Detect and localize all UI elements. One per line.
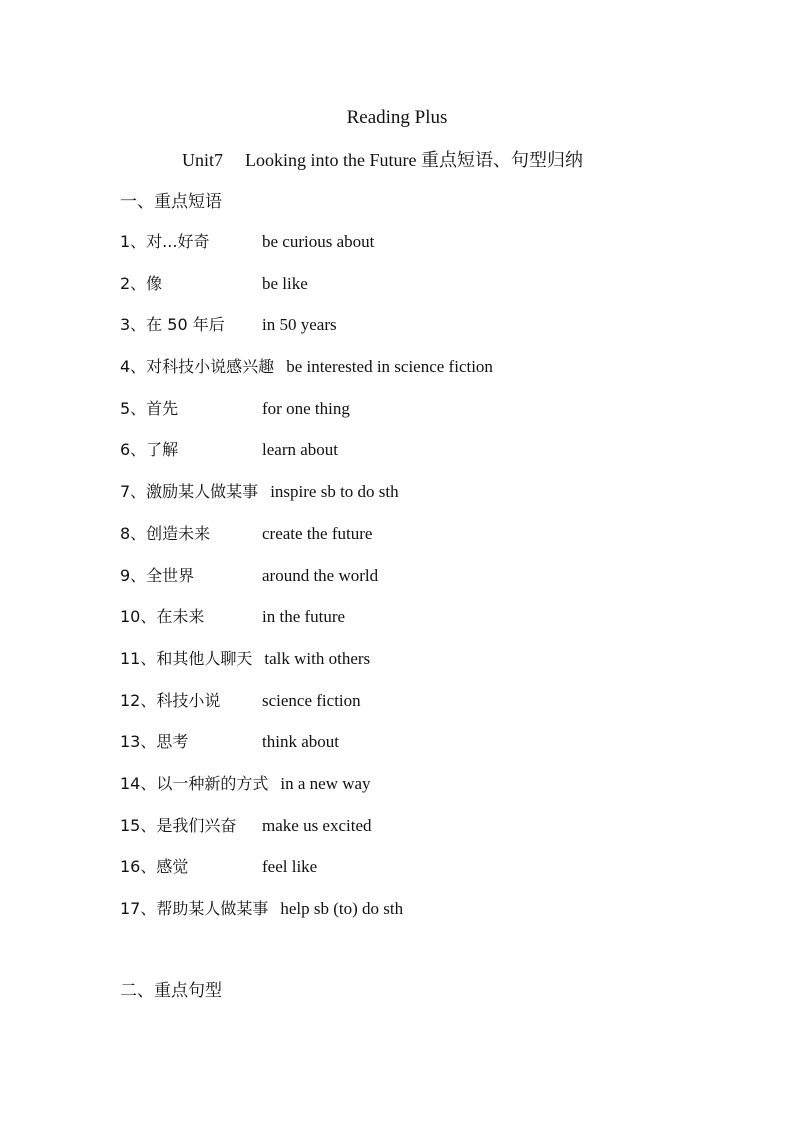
phrase-english: help sb (to) do sth [280, 899, 404, 918]
phrase-item [120, 689, 740, 731]
phrase-chinese: 4、对科技小说感兴趣 [120, 357, 275, 377]
phrase-item [120, 814, 740, 856]
phrase-chinese: 3、在 50 年后 [120, 315, 225, 335]
phrase-chinese: 16、感觉 [120, 857, 189, 877]
phrase-english: be curious about [262, 232, 375, 251]
phrase-english: in 50 years [262, 315, 337, 335]
phrase-item [120, 522, 740, 564]
phrase-chinese: 8、创造未来 [120, 523, 211, 543]
phrase-chinese: 14、以一种新的方式 [120, 773, 269, 793]
phrase-chinese: 12、科技小说 [120, 690, 221, 710]
phrase-english: in a new way [280, 773, 371, 793]
phrase-item [120, 855, 740, 897]
phrase-item [120, 438, 740, 480]
subtitle-text: Looking into the Future 重点短语、句型归纳 [245, 150, 583, 170]
phrase-english: make us excited [262, 815, 372, 835]
phrase-item [120, 647, 740, 689]
document-title: Reading Plus [346, 107, 448, 128]
phrase-chinese: 7、激励某人做某事 [120, 482, 259, 502]
phrase-list [120, 230, 740, 939]
phrase-english: think about [262, 732, 339, 752]
phrase-chinese: 9、全世界 [120, 565, 195, 585]
phrase-english: be like [262, 273, 308, 293]
phrase-chinese: 1、对...好奇 [120, 232, 210, 251]
phrase-item [120, 772, 740, 814]
phrase-chinese: 5、首先 [120, 398, 179, 418]
phrase-english: around the world [262, 565, 379, 585]
phrase-chinese: 15、是我们兴奋 [120, 815, 237, 835]
phrase-english: inspire sb to do sth [270, 482, 399, 502]
phrase-item [120, 272, 740, 314]
phrase-chinese: 17、帮助某人做某事 [120, 899, 269, 918]
phrase-english: learn about [262, 440, 338, 460]
phrase-english: create the future [262, 523, 373, 543]
phrase-item [120, 313, 740, 355]
phrase-chinese: 13、思考 [120, 732, 189, 752]
phrase-english: for one thing [262, 398, 350, 418]
phrase-item [120, 564, 740, 606]
phrase-chinese: 11、和其他人聊天 [120, 648, 253, 668]
phrase-item [120, 730, 740, 772]
section-heading-sentences: 二、重点句型 [120, 981, 222, 1000]
phrase-english: be interested in science fiction [286, 357, 493, 377]
phrase-item [120, 397, 740, 439]
phrase-english: in the future [262, 607, 346, 627]
document-subtitle [182, 148, 583, 172]
phrase-item [120, 355, 740, 397]
phrase-item [120, 605, 740, 647]
phrase-item [120, 230, 740, 272]
section-heading-phrases: 一、重点短语 [120, 192, 222, 211]
phrase-english: science fiction [262, 690, 361, 710]
phrase-chinese: 6、了解 [120, 440, 179, 460]
phrase-item [120, 897, 740, 939]
unit-label: Unit7 [182, 150, 224, 170]
phrase-english: talk with others [264, 648, 371, 668]
phrase-english: feel like [262, 857, 318, 877]
phrase-chinese: 2、像 [120, 273, 163, 293]
phrase-item [120, 480, 740, 522]
phrase-chinese: 10、在未来 [120, 607, 205, 627]
